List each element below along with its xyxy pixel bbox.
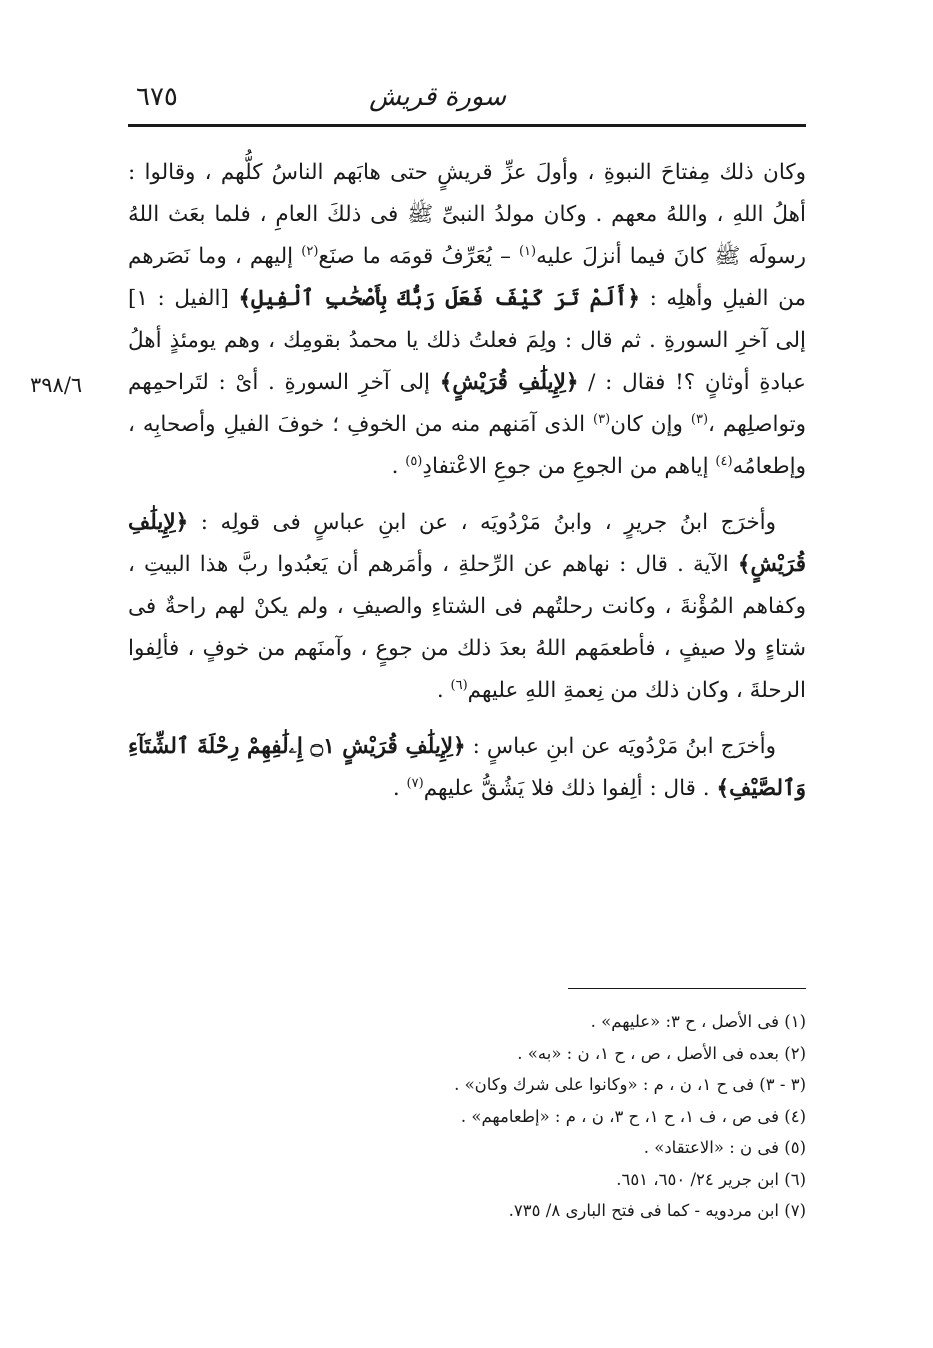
footnote: (٦) ابن جرير ٢٤/ ٦٥٠، ٦٥١. [616, 1169, 806, 1189]
text-run: إلى آخرِ السورةِ . أىْ : لتَراحمِهم وتواصلِهم ، [128, 370, 806, 437]
paragraph [128, 726, 806, 810]
text-run: إليهم ، وما نَصَرهم من الفيلِ وأهلِه : [128, 244, 806, 311]
text-run: الذى آمَنهم منه من الخوفِ ؛ خوفَ الفيلِ وأصحابِه ، وإطعامُه [128, 412, 806, 479]
paragraph [128, 152, 806, 488]
running-header [128, 78, 806, 124]
footnotes [128, 1006, 806, 1227]
footnote-marker: (٣) [690, 411, 709, 427]
quran-quote: ﴿لِإِيلَٰفِ قُرَيْشٍ ۝١ إِۦلَٰفِهِمْ رِحْلَةَ ٱلشِّتَآءِ وَٱلصَّيْفِ﴾ [128, 734, 806, 801]
footnote: (٤) فى ص ، ف ١، ح ١، ح ٣، ن ، م : «إطعامهم» . [460, 1106, 806, 1126]
quran-quote: ﴿أَلَمْ تَرَ كَيْفَ فَعَلَ رَبُّكَ بِأَصْحَٰبِ ٱلْفِيلِ﴾ [238, 286, 641, 311]
text-run: الآية . قال : نهاهم عن الرِّحلةِ ، وأمَرهم أن يَعبُدوا ربَّ هذا البيتِ ، وكفاهم المُؤْنةَ ، وكانت رحلتُهم فى الشتاءِ والصيفِ ، ولم يكنْ لهم راحةٌ فى شتاءٍ ولا صيفٍ ، فأطعمَهم اللهُ بعدَ ذلك من جوعٍ ، وآمنَهم من خوفٍ ، فألِفوا الرحلةَ ، وكان ذلك من نِعمةِ اللهِ عليهم [128, 552, 806, 703]
text-run: وإن كان [610, 412, 691, 437]
footnote: (٢) بعده فى الأصل ، ص ، ح ١، ن : «به» . [517, 1043, 806, 1063]
surah-title: سورة قريش [369, 82, 506, 112]
footnote: (١) فى الأصل ، ح ٣: «عليهم» . [590, 1012, 806, 1031]
footnote-marker: (٥) [405, 453, 423, 469]
paragraph [128, 502, 806, 712]
text-run: . قال : ألِفوا ذلك فلا يَشُقُّ عليهم [423, 776, 717, 801]
main-text [128, 152, 806, 824]
margin-reference: ٣٩٨/٦ [30, 373, 83, 397]
footnote: (٣ - ٣) فى ح ١، ن ، م : «وكانوا على شرك وكان» . [454, 1075, 806, 1094]
quran-quote: ﴿لِإِيلَٰفِ قُرَيْشٍ﴾ [439, 370, 579, 395]
page-number: ٦٧٥ [136, 82, 178, 112]
footnote-marker: (٦) [450, 677, 468, 693]
quran-quote: ﴿لِإِيلَٰفِ قُرَيْشٍ﴾ [128, 510, 806, 577]
footnote-separator [568, 988, 806, 989]
footnote-marker: (١) [518, 243, 537, 259]
footnote-marker: (٤) [715, 453, 733, 469]
header-rule [128, 124, 806, 127]
text-run: وأخرَج ابنُ مَرْدُويَه عن ابنِ عباسٍ : [465, 734, 776, 759]
text-run: . [392, 776, 407, 801]
text-run: إياهم من الجوعِ من جوعِ الاعْتفادِ [422, 454, 716, 479]
text-run: . [436, 678, 451, 703]
footnote: (٧) ابن مردويه - كما فى فتح البارى ٨/ ٧٣٥. [508, 1201, 806, 1220]
text-run: . [391, 454, 406, 479]
footnote-marker: (٢) [301, 243, 319, 259]
text-run: [الفيل : ١] إلى آخرِ السورةِ . ثم قال : ولِمَ فعلتُ ذلك يا محمدُ بقومِك ، وهم يومئذٍ أهلُ عبادةِ أوثانٍ ؟! فقال : / [128, 286, 806, 395]
footnote: (٥) فى ن : «الاعتقاد» . [643, 1138, 806, 1157]
footnote-marker: (٧) [406, 775, 424, 791]
text-run: – يُعَرِّفُ قومَه ما صنَع [318, 244, 519, 269]
text-run: وأخرَج ابنُ جريرٍ ، وابنُ مَرْدُويَه ، عن ابنِ عباسٍ فى قولِه : [188, 510, 776, 535]
footnote-marker: (٣) [593, 411, 611, 427]
text-run: وكان ذلك مِفتاحَ النبوةِ ، وأولَ عزِّ قريشٍ حتى هابَهم الناسُ كلُّهم ، وقالوا : أهلُ اللهِ ، واللهُ معهم . وكان مولدُ النبىِّ ﷺ فى ذلكَ العامِ ، فلما بعَث اللهُ رسولَه ﷺ كانَ فيما أنزلَ عليه [128, 160, 807, 269]
